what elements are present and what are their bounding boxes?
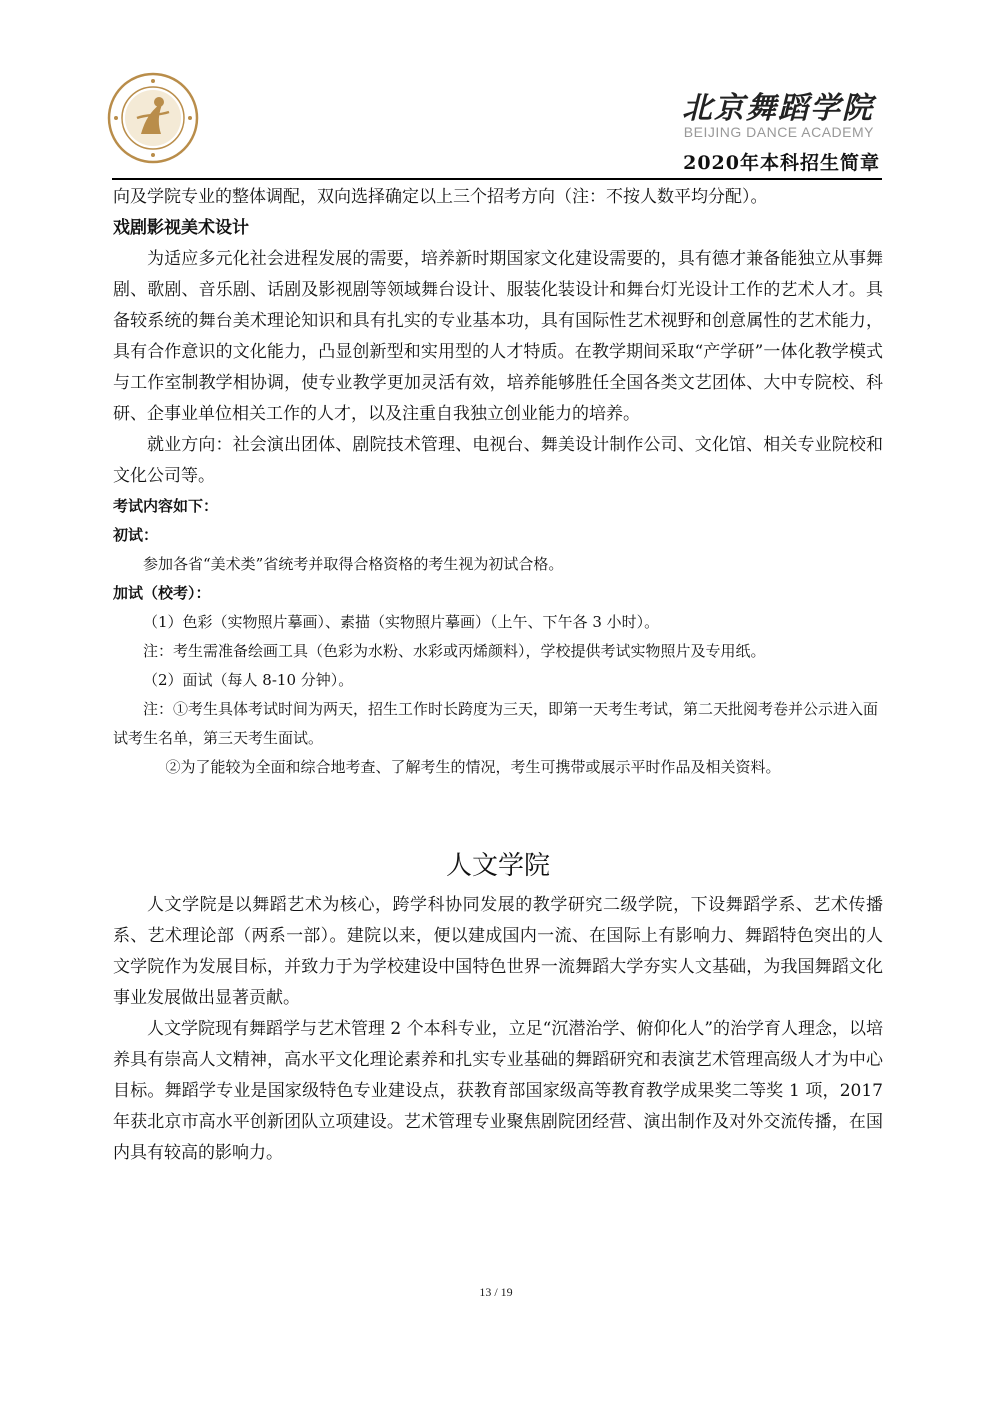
extra-exam-item-2: （2）面试（每人 8-10 分钟）。 (143, 671, 354, 689)
extra-exam-item-1: （1）色彩（实物照片摹画）、素描（实物照片摹画）（上午、下午各 3 小时）。 (143, 613, 660, 631)
page-content (113, 182, 883, 1169)
page-number: 13 / 19 (479, 1285, 513, 1299)
header-divider (112, 178, 882, 180)
exam-heading: 考试内容如下： (113, 497, 219, 515)
major-heading: 戏剧影视美术设计 (113, 218, 249, 238)
humanities-paragraph-2: 人文学院现有舞蹈学与艺术管理 2 个本科专业，立足“沉潜治学、俯仰化人”的治学育人理念，以培养具有崇高人文精神，高水平文化理论素养和扎实专业基础的舞蹈研究和表演艺术管理高级人才为中心目标。舞蹈学专业是国家级特色专业建设点，获教育部国家级高等教育教学成果奖二等奖 1 项，2017 年获北京市高水平创新团队立项建设。艺术管理专业聚焦剧院团经营、演出制作及对外交流传播，在国内具有较高的影响力。 (113, 1019, 884, 1163)
brand-name-english: BEIJING DANCE ACADEMY (683, 124, 874, 140)
initial-exam-heading: 初试： (113, 526, 159, 544)
continuation-paragraph: 向及学院专业的整体调配，双向选择确定以上三个招考方向（注：不按人数平均分配）。 (113, 187, 768, 207)
initial-exam-text: 参加各省“美术类”省统考并取得合格资格的考生视为初试合格。 (143, 555, 564, 573)
brand-block (682, 92, 874, 140)
section-spacer (113, 782, 883, 846)
extra-exam-note-2: 注：①考生具体考试时间为两天，招生工作时长跨度为三天，即第一天考生考试，第二天批阅考卷并公示进入面试考生名单，第三天考生面试。 (113, 700, 879, 747)
major-intro-paragraph: 为适应多元化社会进程发展的需要，培养新时期国家文化建设需要的，具有德才兼备能独立从事舞剧、歌剧、音乐剧、话剧及影视剧等领域舞台设计、服装化装设计和舞台灯光设计工作的艺术人才。具备较系统的舞台美术理论知识和具有扎实的专业基本功，具有国际性艺术视野和创意属性的艺术能力，具有合作意识的文化能力，凸显创新型和实用型的人才特质。在教学期间采取“产学研”一体化教学模式与工作室制教学相协调，使专业教学更加灵活有效，培养能够胜任全国各类文艺团体、大中专院校、科研、企事业单位相关工作的人才，以及注重自我独立创业能力的培养。 (113, 249, 883, 424)
extra-exam-heading: 加试（校考）： (113, 584, 211, 602)
brand-name-chinese: 北京舞蹈学院 (682, 91, 874, 126)
extra-exam-note-3: ②为了能较为全面和综合地考查、了解考生的情况，考生可携带或展示平时作品及相关资料。 (165, 758, 781, 776)
section-title: 人文学院 (445, 851, 550, 881)
employment-paragraph: 就业方向：社会演出团体、剧院技术管理、电视台、舞美设计制作公司、文化馆、相关专业院校和文化公司等。 (113, 435, 883, 486)
beijing-dance-academy-seal-icon (107, 72, 199, 164)
humanities-paragraph-1: 人文学院是以舞蹈艺术为核心，跨学科协同发展的教学研究二级学院，下设舞蹈学系、艺术传播系、艺术理论部（两系一部）。建院以来，便以建成国内一流、在国际上有影响力、舞蹈特色突出的人文学院作为发展目标，并致力于为学校建设中国特色世界一流舞蹈大学夯实人文基础，为我国舞蹈文化事业发展做出显著贡献。 (113, 895, 883, 1008)
extra-exam-note-1: 注：考生需准备绘画工具（色彩为水粉、水彩或丙烯颜料），学校提供考试实物照片及专用纸。 (143, 642, 766, 660)
document-subtitle: 2020年本科招生简章 (683, 152, 880, 174)
academy-seal-logo (107, 72, 199, 164)
